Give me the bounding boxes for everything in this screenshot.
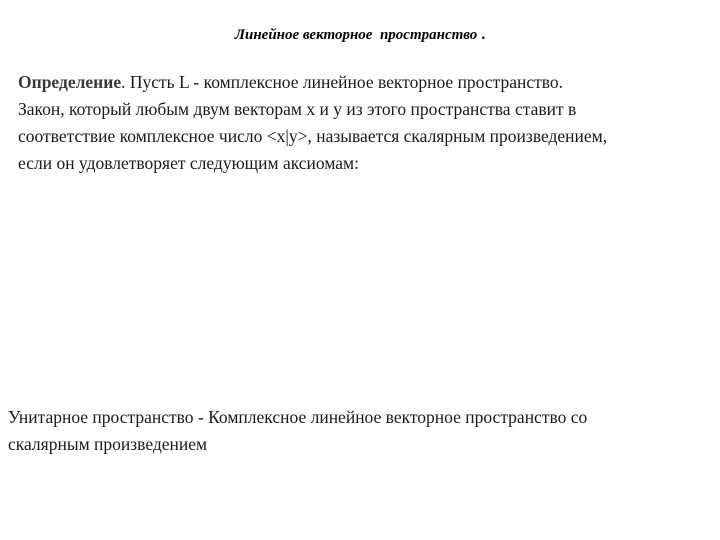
- definition-line-4: если он удовлетворяет следующим аксиомам:: [18, 153, 359, 173]
- unitary-space-paragraph: [8, 404, 708, 458]
- definition-line-1: [18, 69, 712, 96]
- definition-paragraph: [18, 69, 712, 177]
- definition-term: Определение: [18, 72, 122, 92]
- definition-line-1-text: . Пусть L - комплексное линейное векторное пространство.: [121, 72, 564, 92]
- definition-line-3: соответствие комплексное число <x|y>, называется скалярным произведением,: [18, 126, 608, 146]
- page-title: [0, 26, 720, 44]
- page-title-period: .: [477, 26, 486, 43]
- unitary-line-2: скалярным произведением: [8, 434, 208, 454]
- page-title-text: Линейное векторное пространство: [234, 27, 478, 43]
- definition-line-2: Закон, который любым двум векторам x и y из этого пространства ставит в: [18, 99, 577, 119]
- unitary-line-1: Унитарное пространство - Комплексное линейное векторное пространство со: [8, 407, 588, 427]
